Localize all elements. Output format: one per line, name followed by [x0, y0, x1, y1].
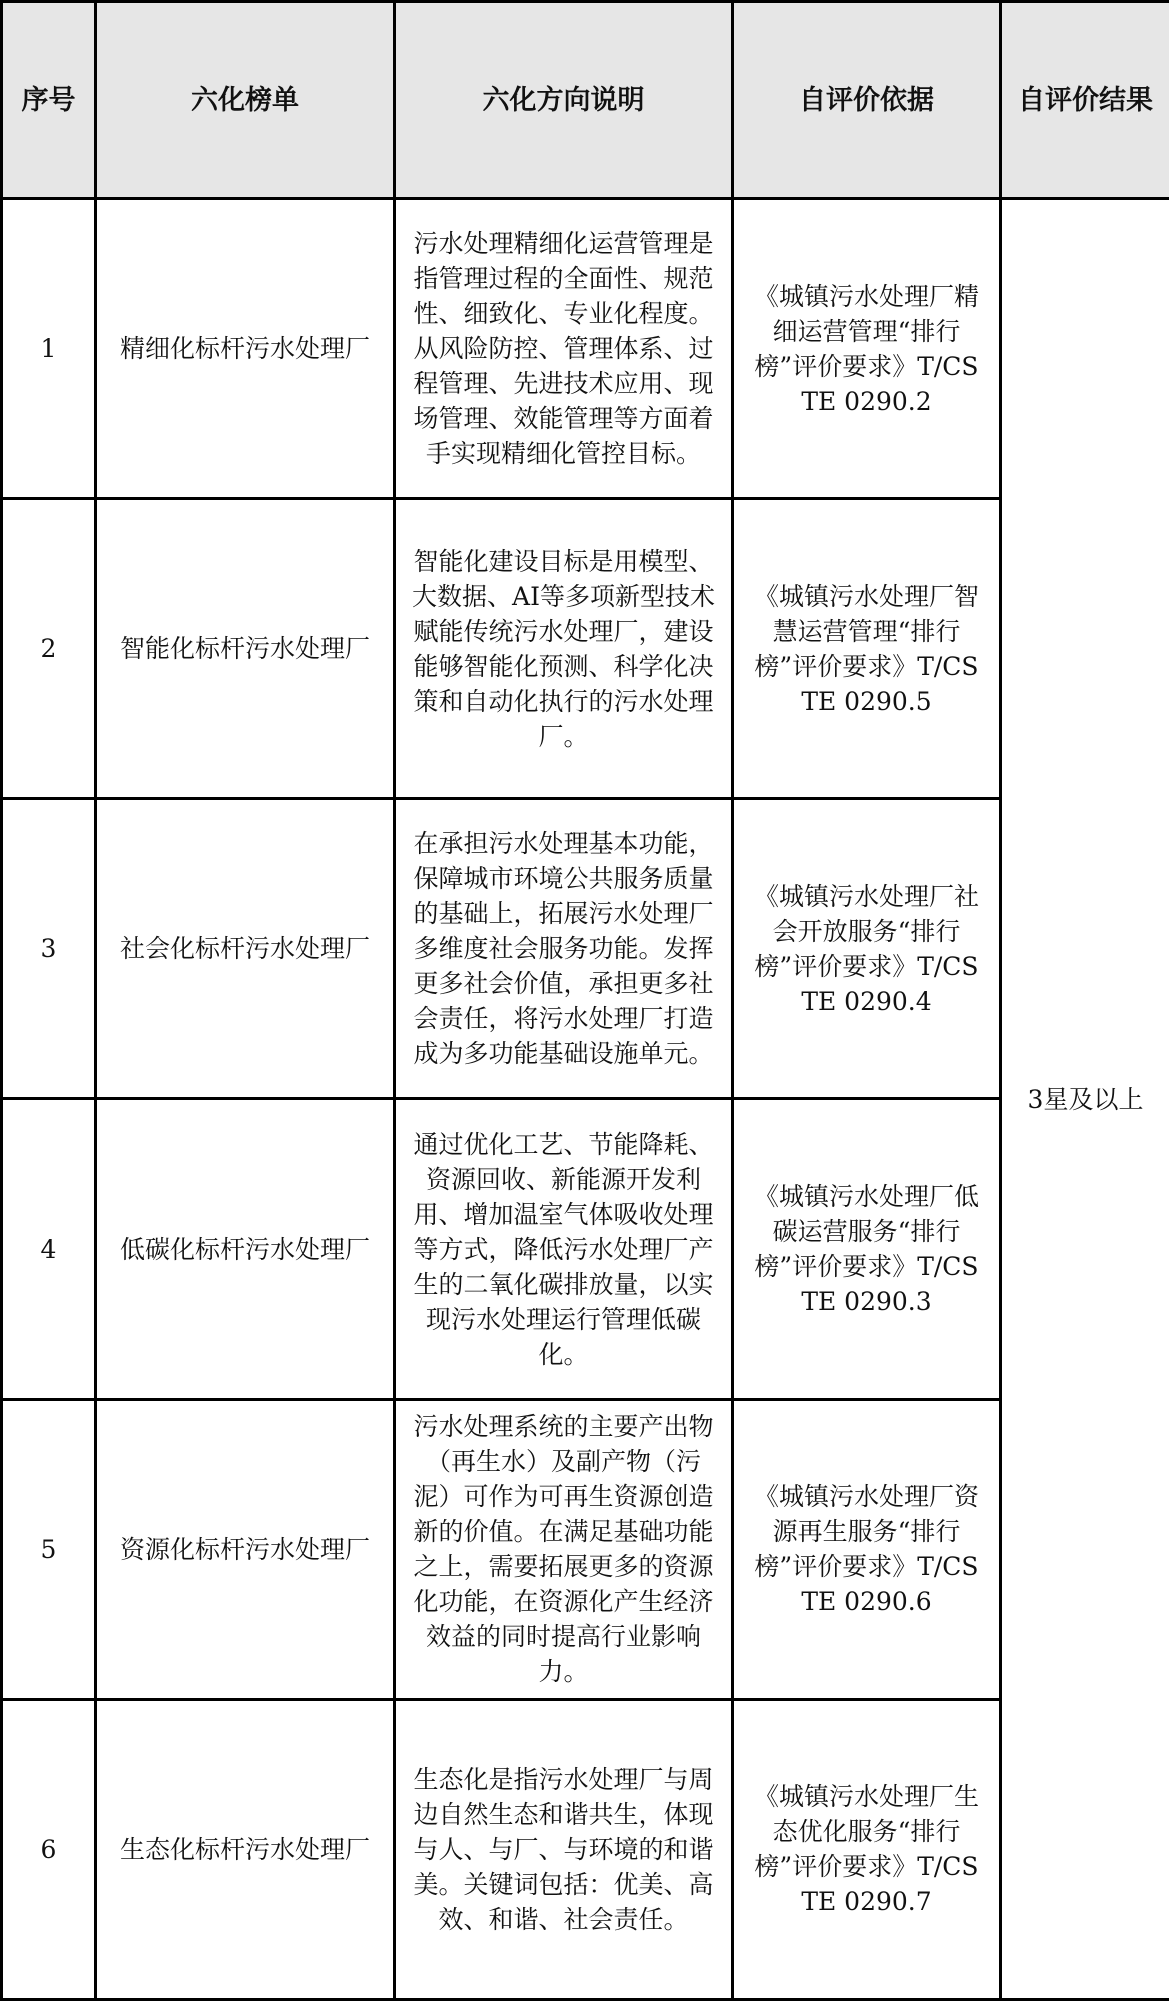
row-name: 精细化标杆污水处理厂	[96, 199, 395, 499]
row-basis: 《城镇污水处理厂资源再生服务“排行榜”评价要求》T/CSTE 0290.6	[733, 1399, 1001, 1699]
row-basis: 《城镇污水处理厂生态优化服务“排行榜”评价要求》T/CSTE 0290.7	[733, 1699, 1001, 1999]
table-row	[2, 799, 1169, 1099]
row-name: 低碳化标杆污水处理厂	[96, 1099, 395, 1399]
row-number: 5	[2, 1399, 96, 1699]
table-row	[2, 1399, 1169, 1699]
header-name: 六化榜单	[96, 2, 395, 199]
row-description: 污水处理系统的主要产出物（再生水）及副产物（污泥）可作为可再生资源创造新的价值。在满足基础功能之上，需要拓展更多的资源化功能，在资源化产生经济效益的同时提高行业影响力。	[395, 1399, 733, 1699]
row-basis: 《城镇污水处理厂智慧运营管理“排行榜”评价要求》T/CSTE 0290.5	[733, 499, 1001, 799]
row-description: 智能化建设目标是用模型、大数据、AI等多项新型技术赋能传统污水处理厂，建设能够智能化预测、科学化决策和自动化执行的污水处理厂。	[395, 499, 733, 799]
merged-result-cell: 3星及以上	[1001, 199, 1169, 2000]
row-name: 智能化标杆污水处理厂	[96, 499, 395, 799]
row-description: 污水处理精细化运营管理是指管理过程的全面性、规范性、细致化、专业化程度。从风险防控、管理体系、过程管理、先进技术应用、现场管理、效能管理等方面着手实现精细化管控目标。	[395, 199, 733, 499]
row-name: 社会化标杆污水处理厂	[96, 799, 395, 1099]
row-name: 资源化标杆污水处理厂	[96, 1399, 395, 1699]
row-number: 4	[2, 1099, 96, 1399]
table-row	[2, 1699, 1169, 1999]
header-no: 序号	[2, 2, 96, 199]
row-number: 2	[2, 499, 96, 799]
table-row	[2, 199, 1169, 499]
row-number: 1	[2, 199, 96, 499]
row-number: 3	[2, 799, 96, 1099]
table-row	[2, 499, 1169, 799]
header-result: 自评价结果	[1001, 2, 1169, 199]
row-basis: 《城镇污水处理厂社会开放服务“排行榜”评价要求》T/CSTE 0290.4	[733, 799, 1001, 1099]
header-basis: 自评价依据	[733, 2, 1001, 199]
row-number: 6	[2, 1699, 96, 1999]
header-description: 六化方向说明	[395, 2, 733, 199]
table-row	[2, 1099, 1169, 1399]
row-basis: 《城镇污水处理厂精细运营管理“排行榜”评价要求》T/CSTE 0290.2	[733, 199, 1001, 499]
row-name: 生态化标杆污水处理厂	[96, 1699, 395, 1999]
row-description: 生态化是指污水处理厂与周边自然生态和谐共生，体现与人、与厂、与环境的和谐美。关键词包括：优美、高效、和谐、社会责任。	[395, 1699, 733, 1999]
header-row	[2, 2, 1169, 199]
row-description: 在承担污水处理基本功能，保障城市环境公共服务质量的基础上，拓展污水处理厂多维度社会服务功能。发挥更多社会价值，承担更多社会责任，将污水处理厂打造成为多功能基础设施单元。	[395, 799, 733, 1099]
row-basis: 《城镇污水处理厂低碳运营服务“排行榜”评价要求》T/CSTE 0290.3	[733, 1099, 1001, 1399]
row-description: 通过优化工艺、节能降耗、资源回收、新能源开发利用、增加温室气体吸收处理等方式，降低污水处理厂产生的二氧化碳排放量，以实现污水处理运行管理低碳化。	[395, 1099, 733, 1399]
